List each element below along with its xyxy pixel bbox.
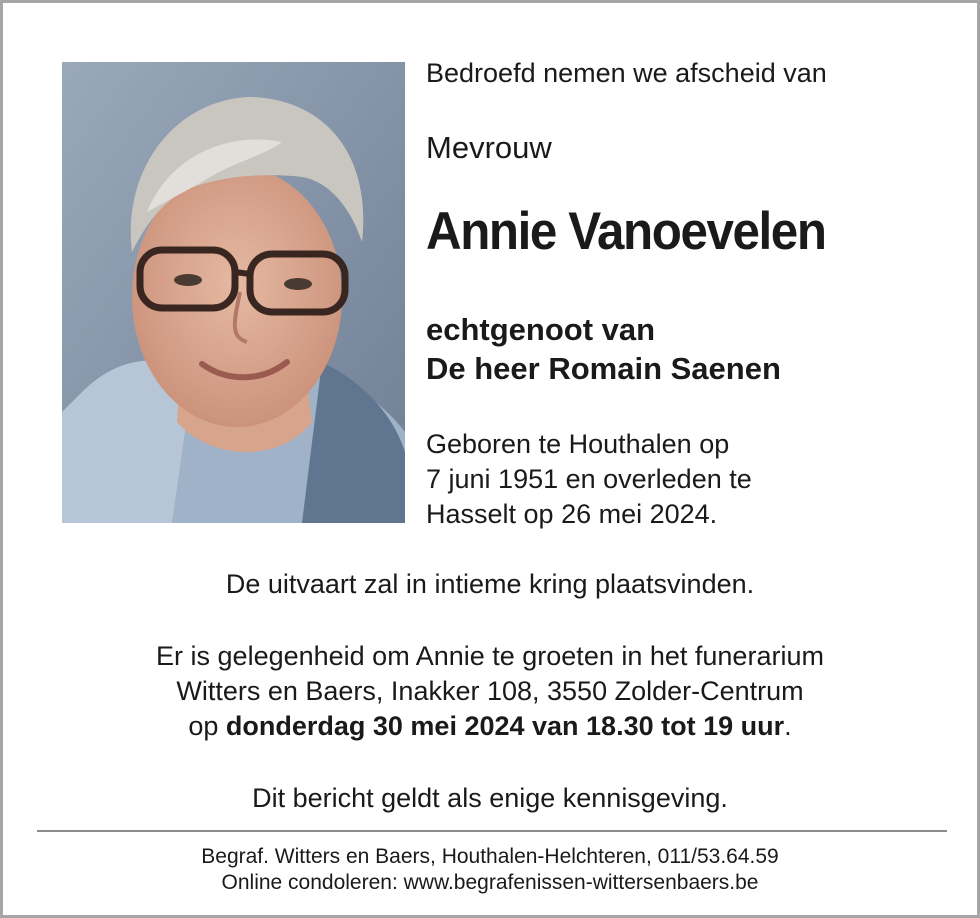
born-line-1: Geboren te Houthalen op xyxy=(426,429,730,459)
visit-line-3 xyxy=(3,709,977,744)
spouse-line-1: echtgenoot van xyxy=(426,312,656,347)
visit-line-2: Witters en Baers, Inakker 108, 3550 Zolder-Centrum xyxy=(176,676,804,706)
visitation-block xyxy=(3,639,977,744)
spouse-block xyxy=(426,310,781,388)
spouse-line-2: De heer Romain Saenen xyxy=(426,351,781,386)
intro-line: Bedroefd nemen we afscheid van xyxy=(426,58,827,88)
portrait-photo xyxy=(62,62,405,523)
visit-datetime: donderdag 30 mei 2024 van 18.30 tot 19 uur xyxy=(225,711,785,741)
visit-prefix: op xyxy=(188,711,226,741)
notice-text: Dit bericht geldt als enige kennisgeving. xyxy=(252,783,728,813)
born-line-2: 7 juni 1951 en overleden te xyxy=(426,464,752,494)
birth-death-block xyxy=(426,427,752,532)
footer-divider xyxy=(37,830,947,832)
honorific: Mevrouw xyxy=(426,130,552,165)
visit-suffix: . xyxy=(784,711,792,741)
footer-line-1: Begraf. Witters en Baers, Houthalen-Helchteren, 011/53.64.59 xyxy=(201,845,779,868)
deceased-name: Annie Vanoevelen xyxy=(426,202,826,261)
footer xyxy=(3,844,977,896)
ceremony-text: De uitvaart zal in intieme kring plaatsvinden. xyxy=(225,569,755,599)
footer-line-2: Online condoleren: www.begrafenissen-wittersenbaers.be xyxy=(221,871,759,894)
born-line-3: Hasselt op 26 mei 2024. xyxy=(426,499,718,529)
visit-line-1: Er is gelegenheid om Annie te groeten in het funerarium xyxy=(156,641,824,671)
